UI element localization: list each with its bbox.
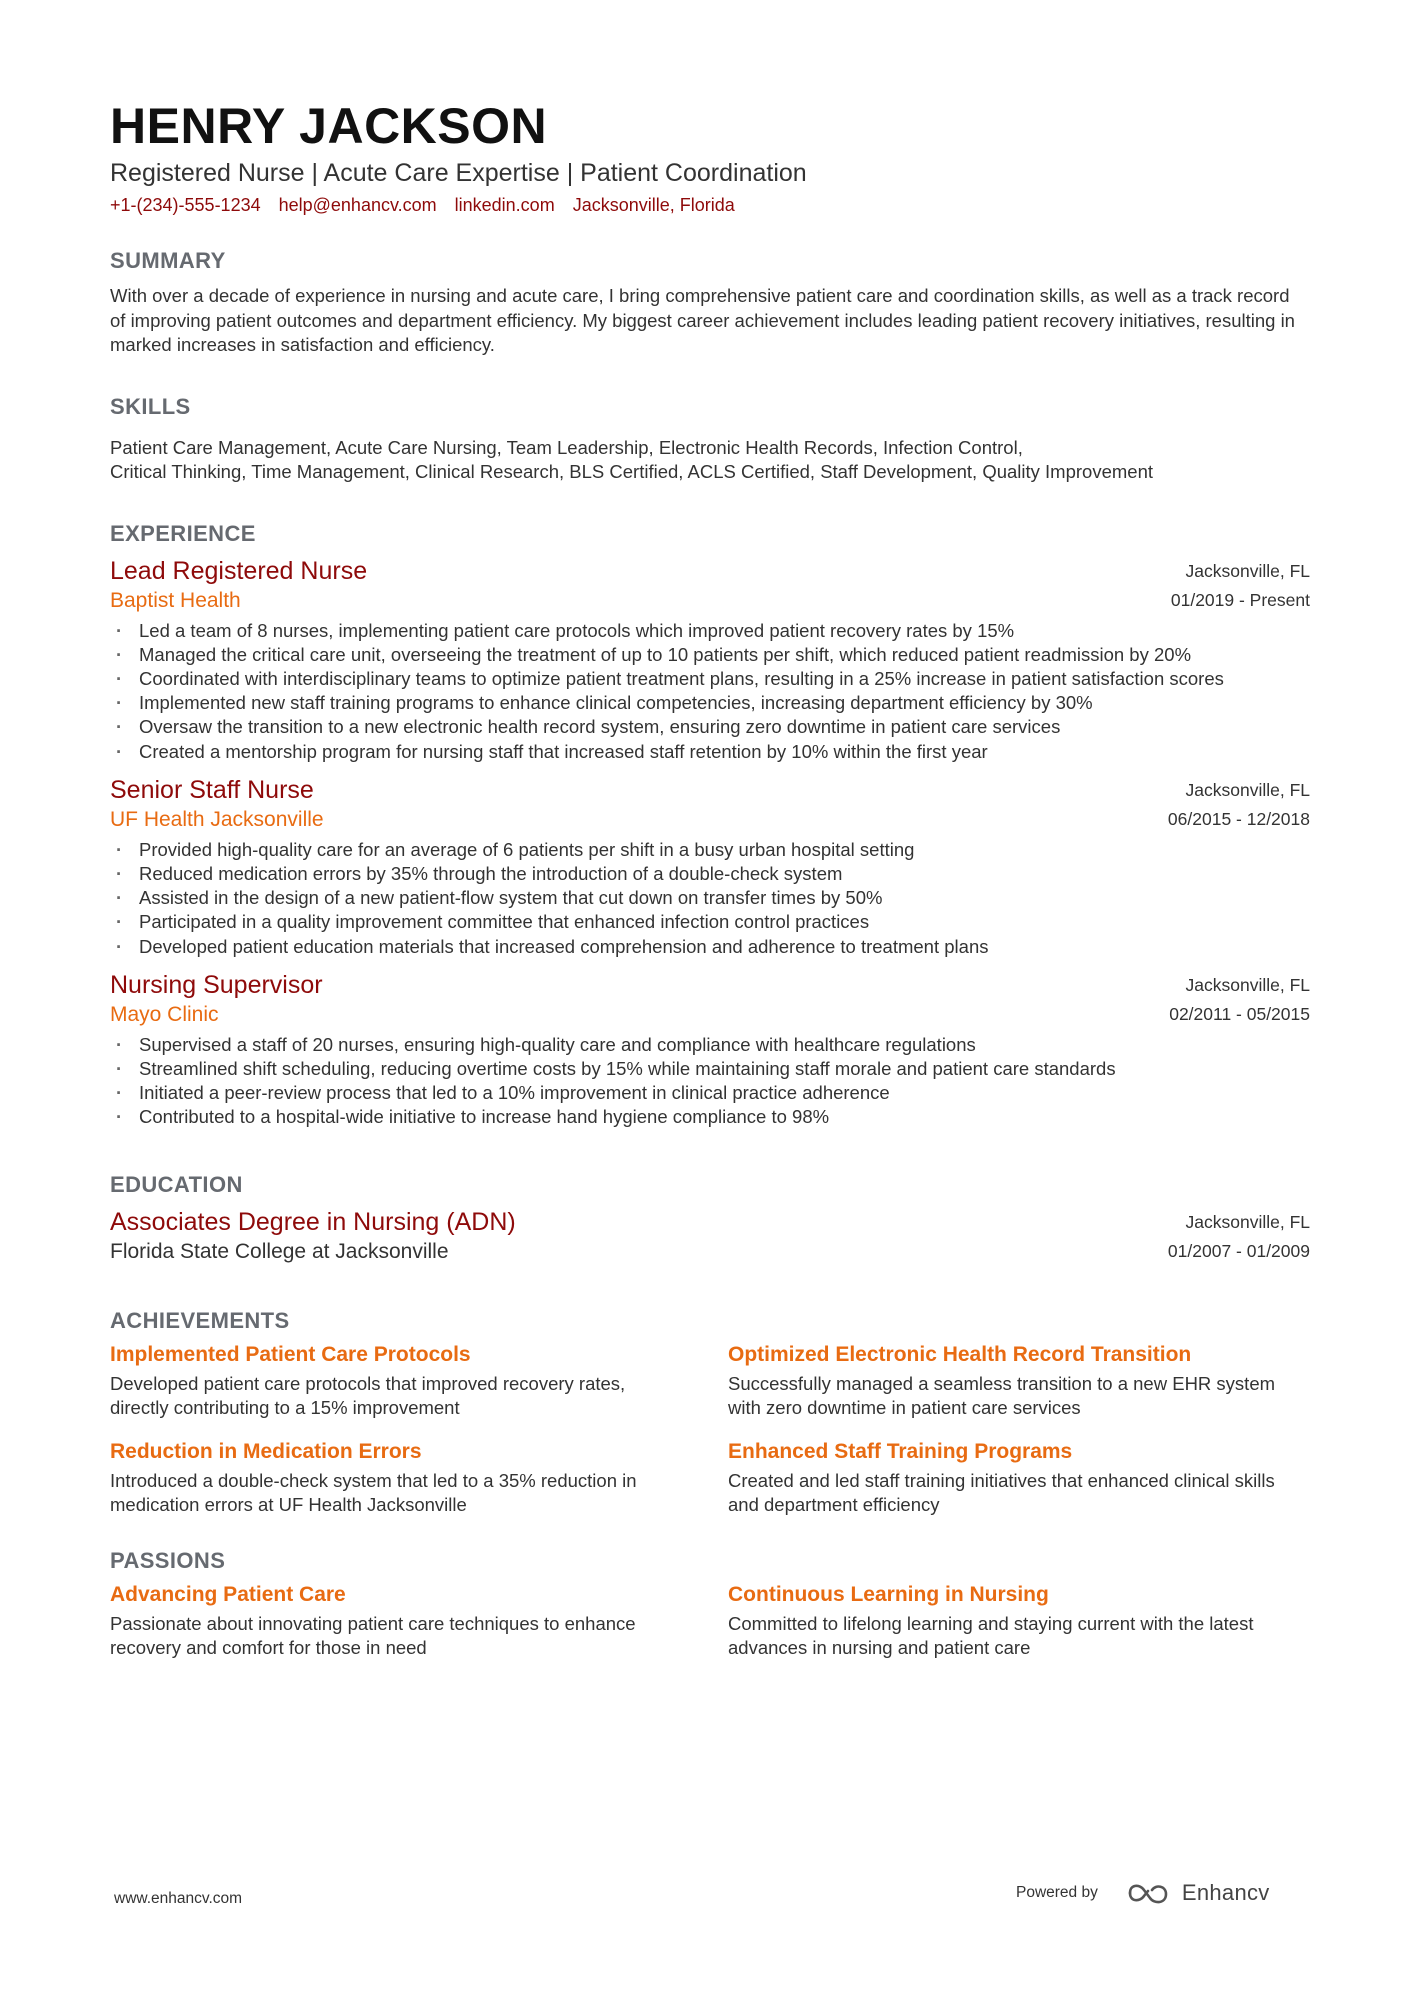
education-location: Jacksonville, FL [1185, 1211, 1310, 1232]
resume-page [110, 96, 1310, 1677]
school-name: Florida State College at Jacksonville [110, 1239, 449, 1263]
job-entry [110, 555, 1310, 764]
job-dates: 01/2019 - Present [1170, 589, 1310, 610]
location-text: Jacksonville, Florida [572, 195, 735, 215]
resume-header [110, 96, 1310, 218]
education-entry [110, 1206, 1310, 1266]
bullet-item: · Initiated a peer-review process that led to a 10% improvement in clinical practice adherence [110, 1081, 1310, 1105]
skill-item: Time Management , [251, 461, 415, 482]
achievement-text: Created and led staff training initiatives that enhanced clinical skills and department efficiency [728, 1469, 1275, 1516]
job-meta [1168, 776, 1310, 834]
bullet-item: · Created a mentorship program for nursing staff that increased staff retention by 10% within the first year [110, 740, 1310, 764]
company-name: Mayo Clinic [110, 1002, 219, 1026]
passion-title: Advancing Patient Care [110, 1582, 346, 1606]
contact-info [110, 192, 1310, 218]
achievement-title: Implemented Patient Care Protocols [110, 1342, 471, 1366]
footer-powered-by [1016, 1880, 1270, 1906]
powered-by-label: Powered by [1016, 1884, 1098, 1901]
achievement-title: Reduction in Medication Errors [110, 1439, 422, 1463]
degree-title: Associates Degree in Nursing (ADN) [110, 1207, 516, 1236]
section-title-summary: SUMMARY [110, 248, 226, 273]
job-dates: 02/2011 - 05/2015 [1169, 1003, 1310, 1024]
achievements-grid [110, 1340, 1310, 1534]
education-meta [1168, 1208, 1310, 1266]
candidate-headline: Registered Nurse | Acute Care Expertise | Patient Coordination [110, 159, 807, 187]
bullet-item: · Assisted in the design of a new patient-flow system that cut down on transfer times by 50% [110, 886, 1310, 910]
job-bullets [110, 1033, 1310, 1130]
job-title: Lead Registered Nurse [110, 556, 368, 585]
bullet-item: · Implemented new staff training programs to enhance clinical competencies, increasing department efficiency by 30% [110, 691, 1310, 715]
phone-link[interactable]: +1-(234)-555-1234 [110, 195, 261, 215]
bullet-item: · Supervised a staff of 20 nurses, ensuring high-quality care and compliance with healthcare regulations [110, 1033, 1310, 1057]
skill-item: Critical Thinking , [110, 461, 251, 482]
achievement-text: Successfully managed a seamless transition to a new EHR system with zero downtime in patient care services [728, 1372, 1276, 1419]
bullet-item: · Managed the critical care unit, overseeing the treatment of up to 10 patients per shift, which reduced patient readmission by 20% [110, 643, 1310, 667]
job-title: Senior Staff Nurse [110, 775, 314, 804]
job-entry [110, 969, 1310, 1130]
company-name: UF Health Jacksonville [110, 807, 324, 831]
job-meta [1171, 557, 1310, 615]
skill-item: Clinical Research , [415, 461, 569, 482]
bullet-item: · Coordinated with interdisciplinary teams to optimize patient treatment plans, resulting in a 25% increase in patient satisfaction scores [110, 667, 1310, 691]
skill-item: Infection Control , [883, 437, 1023, 458]
skill-item: Quality Improvement [982, 461, 1154, 482]
summary-section [110, 246, 1310, 358]
enhancv-logo-icon [1126, 1880, 1172, 1906]
skill-item: Acute Care Nursing , [335, 437, 506, 458]
skills-list [110, 436, 1310, 485]
skill-item: ACLS Certified , [688, 461, 821, 482]
job-location: Jacksonville, FL [1185, 779, 1310, 800]
passion-item [110, 1580, 728, 1661]
skill-item: BLS Certified , [569, 461, 687, 482]
skill-item: Staff Development , [820, 461, 982, 482]
skills-section [110, 392, 1310, 485]
education-dates: 01/2007 - 01/2009 [1167, 1240, 1310, 1261]
achievement-text: Developed patient care protocols that improved recovery rates, directly contributing to a 15% improvement [110, 1372, 626, 1419]
skill-item: Team Leadership , [507, 437, 659, 458]
achievement-item [110, 1437, 728, 1518]
passion-text: Committed to lifelong learning and staying current with the latest advances in nursing and patient care [728, 1612, 1254, 1659]
job-entry [110, 774, 1310, 959]
achievement-title: Optimized Electronic Health Record Transition [728, 1342, 1192, 1366]
bullet-item: · Oversaw the transition to a new electronic health record system, ensuring zero downtime in patient care services [110, 715, 1310, 739]
footer-website[interactable]: www.enhancv.com [114, 1890, 243, 1907]
bullet-item: · Developed patient education materials that increased comprehension and adherence to treatment plans [110, 935, 1310, 959]
section-title-skills: SKILLS [110, 393, 191, 419]
enhancv-brand: Enhancv [1181, 1880, 1270, 1905]
achievement-title: Enhanced Staff Training Programs [728, 1439, 1073, 1463]
bullet-item: · Participated in a quality improvement committee that enhanced infection control practices [110, 910, 1310, 934]
bullet-item: · Provided high-quality care for an average of 6 patients per shift in a busy urban hospital setting [110, 838, 1310, 862]
passion-item [728, 1580, 1310, 1661]
passions-grid [110, 1580, 1310, 1677]
passion-text: Passionate about innovating patient care techniques to enhance recovery and comfort for those in need [110, 1612, 636, 1659]
job-meta [1169, 971, 1310, 1029]
email-link[interactable]: help@enhancv.com [278, 195, 437, 215]
achievement-item [728, 1340, 1310, 1421]
passions-section [110, 1546, 1310, 1677]
achievement-item [110, 1340, 728, 1421]
job-dates: 06/2015 - 12/2018 [1167, 808, 1310, 829]
bullet-item: · Reduced medication errors by 35% through the introduction of a double-check system [110, 862, 1310, 886]
candidate-name: HENRY JACKSON [110, 98, 548, 154]
job-bullets [110, 838, 1310, 959]
bullet-item: · Contributed to a hospital-wide initiative to increase hand hygiene compliance to 98% [110, 1105, 1310, 1129]
job-location: Jacksonville, FL [1185, 560, 1310, 581]
section-title-education: EDUCATION [110, 1171, 243, 1197]
job-location: Jacksonville, FL [1185, 974, 1310, 995]
linkedin-link[interactable]: linkedin.com [454, 195, 555, 215]
section-title-experience: EXPERIENCE [110, 520, 256, 546]
achievements-section [110, 1306, 1310, 1534]
bullet-item: · Led a team of 8 nurses, implementing patient care protocols which improved patient recovery rates by 15% [110, 619, 1310, 643]
education-section [110, 1170, 1310, 1266]
job-bullets [110, 619, 1310, 764]
achievement-text: Introduced a double-check system that led to a 35% reduction in medication errors at UF Health Jacksonville [110, 1469, 637, 1516]
summary-text: With over a decade of experience in nursing and acute care, I bring comprehensive patient care and coordination skills, as well as a track record of improving patient outcomes and department efficiency. My biggest career achievement includes leading patient recovery initiatives, resulting in marked increases in satisfaction and efficiency. [110, 285, 1295, 355]
job-title: Nursing Supervisor [110, 970, 323, 999]
experience-section [110, 519, 1310, 1130]
bullet-item: · Streamlined shift scheduling, reducing overtime costs by 15% while maintaining staff morale and patient care standards [110, 1057, 1310, 1081]
skill-item: Patient Care Management , [110, 437, 335, 458]
passion-title: Continuous Learning in Nursing [728, 1582, 1049, 1606]
section-title-achievements: ACHIEVEMENTS [110, 1307, 290, 1333]
achievement-item [728, 1437, 1310, 1518]
skill-item: Electronic Health Records , [659, 437, 883, 458]
company-name: Baptist Health [110, 588, 241, 612]
section-title-passions: PASSIONS [110, 1547, 226, 1573]
